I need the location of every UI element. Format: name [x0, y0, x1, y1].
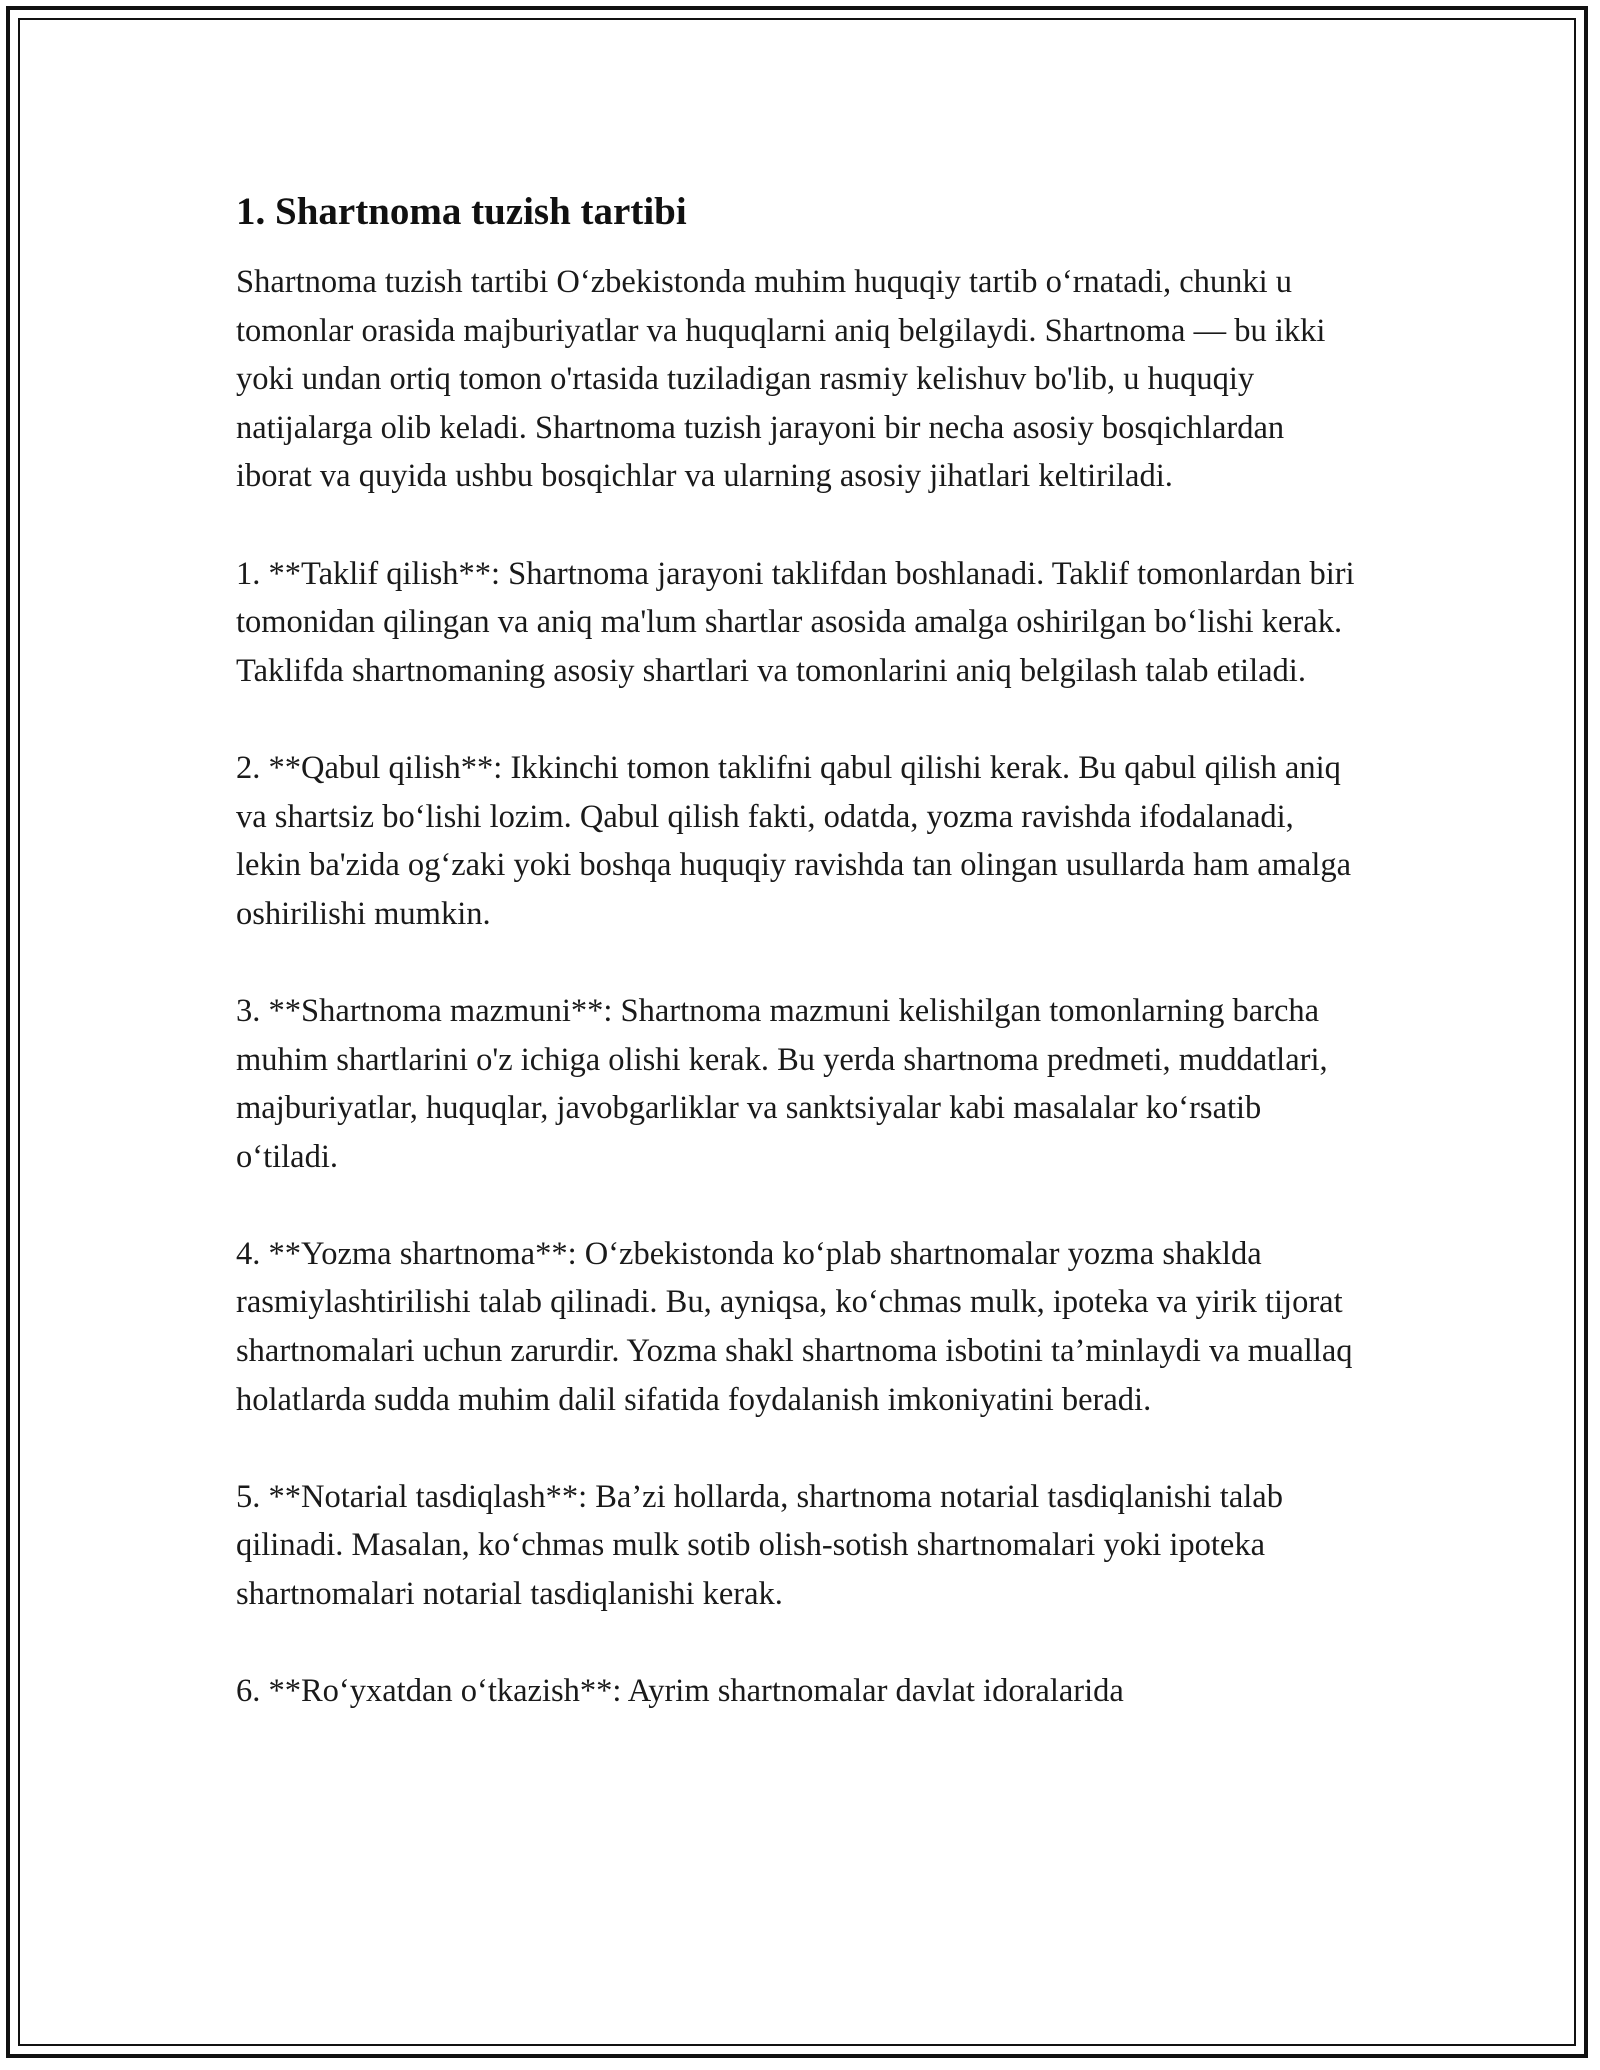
step-offer-paragraph: 1. **Taklif qilish**: Shartnoma jarayoni taklifdan boshlanadi. Taklif tomonlardan biri tomonidan qilingan va aniq ma'lum shartlar asosida amalga oshirilgan bo‘lishi kerak. Taklifda shartnomaning asosiy shartlari va tomonlarini aniq belgilash talab etiladi.	[236, 555, 1355, 689]
document-body	[236, 188, 1366, 1764]
step-written-contract-paragraph: 4. **Yozma shartnoma**: O‘zbekistonda ko‘plab shartnomalar yozma shaklda rasmiylashtirilishi talab qilinadi. Bu, ayniqsa, ko‘chmas mulk, ipoteka va yirik tijorat shartnomalari uchun zarurdir. Yozma shakl shartnoma isbotini ta’minlaydi va muallaq holatlarda sudda muhim dalil sifatida foydalanish imkoniyatini beradi.	[236, 1235, 1353, 1418]
step-registration-paragraph: 6. **Ro‘yxatdan o‘tkazish**: Ayrim shartnomalar davlat idoralarida	[236, 1673, 1124, 1710]
section-heading: 1. Shartnoma tuzish tartibi	[236, 190, 687, 233]
intro-paragraph: Shartnoma tuzish tartibi O‘zbekistonda muhim huquqiy tartib o‘rnatadi, chunki u tomonlar orasida majburiyatlar va huquqlarni aniq belgilaydi. Shartnoma — bu ikki yoki undan ortiq tomon o'rtasida tuziladigan rasmiy kelishuv bo'lib, u huquqiy natijalarga olib keladi. Shartnoma tuzish jarayoni bir necha asosiy bosqichlardan iborat va quyida ushbu bosqichlar va ularning asosiy jihatlari keltiriladi.	[236, 264, 1326, 495]
step-notarization-paragraph: 5. **Notarial tasdiqlash**: Ba’zi hollarda, shartnoma notarial tasdiqlanishi talab qilinadi. Masalan, ko‘chmas mulk sotib olish-sotish shartnomalari yoki ipoteka shartnomalari notarial tasdiqlanishi kerak.	[236, 1478, 1283, 1613]
step-acceptance-paragraph: 2. **Qabul qilish**: Ikkinchi tomon taklifni qabul qilishi kerak. Bu qabul qilish aniq va shartsiz bo‘lishi lozim. Qabul qilish fakti, odatda, yozma ravishda ifodalanadi, lekin ba'zida og‘zaki yoki boshqa huquqiy ravishda tan olingan usullarda ham amalga oshirilishi mumkin.	[236, 749, 1352, 932]
step-content-paragraph: 3. **Shartnoma mazmuni**: Shartnoma mazmuni kelishilgan tomonlarning barcha muhim shartlarini o'z ichiga olishi kerak. Bu yerda shartnoma predmeti, muddatlari, majburiyatlar, huquqlar, javobgarliklar va sanktsiyalar kabi masalalar ko‘rsatib o‘tiladi.	[236, 992, 1328, 1175]
